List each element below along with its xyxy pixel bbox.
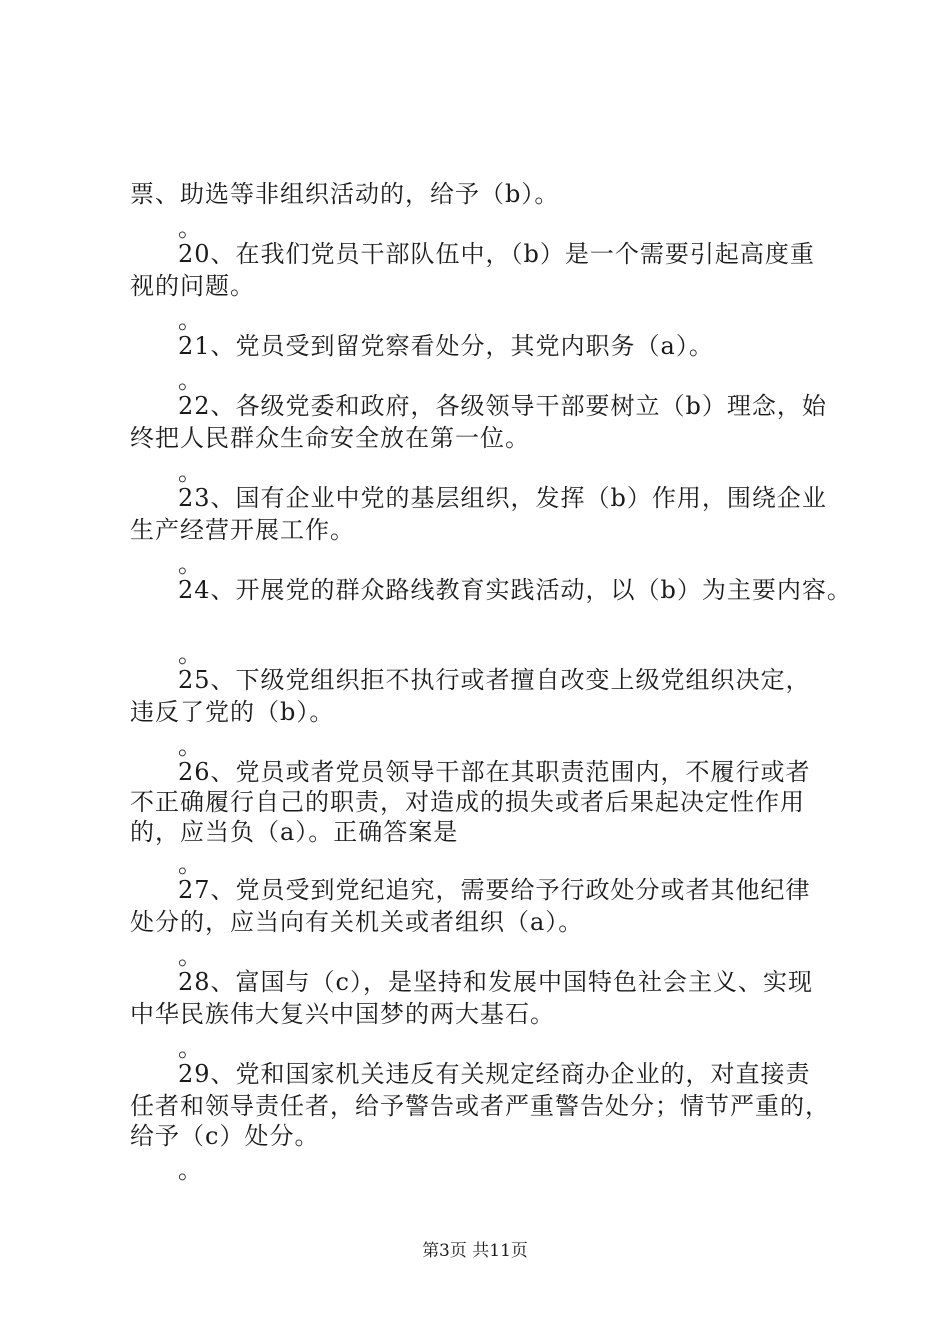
paragraph-mark: 。 <box>178 214 202 242</box>
paragraph-mark: 。 <box>178 458 202 486</box>
question-27-line-2: 处分的，应当向有关机关或者组织（a）。 <box>130 908 584 936</box>
question-21-line-1: 21、党员受到留党察看处分，其党内职务（a）。 <box>178 332 714 360</box>
question-23-line-1: 23、国有企业中党的基层组织，发挥（b）作用，围绕企业 <box>178 484 827 512</box>
paragraph-mark: 。 <box>178 640 202 668</box>
question-25-line-2: 违反了党的（b）。 <box>130 698 335 726</box>
question-22-line-1: 22、各级党委和政府，各级领导干部要树立（b）理念，始 <box>178 392 827 420</box>
question-29-line-2: 任者和领导责任者，给予警告或者严重警告处分；情节严重的， <box>130 1092 830 1120</box>
question-24-line-1: 24、开展党的群众路线教育实践活动，以（b）为主要内容。 <box>178 576 852 604</box>
question-27-line-1: 27、党员受到党纪追究，需要给予行政处分或者其他纪律 <box>178 876 811 904</box>
paragraph-mark: 。 <box>178 850 202 878</box>
question-20-line-1: 20、在我们党员干部队伍中，（b）是一个需要引起高度重 <box>178 240 815 268</box>
paragraph-mark: 。 <box>178 550 202 578</box>
paragraph-mark: 。 <box>178 1034 202 1062</box>
question-26-line-2: 不正确履行自己的职责，对造成的损失或者后果起决定性作用 <box>130 788 805 816</box>
question-28-line-1: 28、富国与（c），是坚持和发展中国特色社会主义、实现 <box>178 968 813 996</box>
paragraph-mark: 。 <box>178 942 202 970</box>
text-line: 票、助选等非组织活动的，给予（b）。 <box>130 180 560 208</box>
question-29-line-1: 29、党和国家机关违反有关规定经商办企业的，对直接责 <box>178 1060 811 1088</box>
question-28-line-2: 中华民族伟大复兴中国梦的两大基石。 <box>130 1000 555 1028</box>
paragraph-mark: 。 <box>178 366 202 394</box>
question-22-line-2: 终把人民群众生命安全放在第一位。 <box>130 424 530 452</box>
question-29-line-3: 给予（c）处分。 <box>130 1122 320 1150</box>
page-number-footer: 第3页 共11页 <box>422 1241 528 1261</box>
question-26-line-1: 26、党员或者党员领导干部在其职责范围内，不履行或者 <box>178 758 811 786</box>
paragraph-mark: 。 <box>178 306 202 334</box>
question-26-line-3: 的，应当负（a）。正确答案是 <box>130 818 459 846</box>
question-25-line-1: 25、下级党组织拒不执行或者擅自改变上级党组织决定， <box>178 666 811 694</box>
question-20-line-2: 视的问题。 <box>130 272 255 300</box>
question-23-line-2: 生产经营开展工作。 <box>130 516 355 544</box>
paragraph-mark: 。 <box>178 1156 202 1184</box>
paragraph-mark: 。 <box>178 732 202 760</box>
